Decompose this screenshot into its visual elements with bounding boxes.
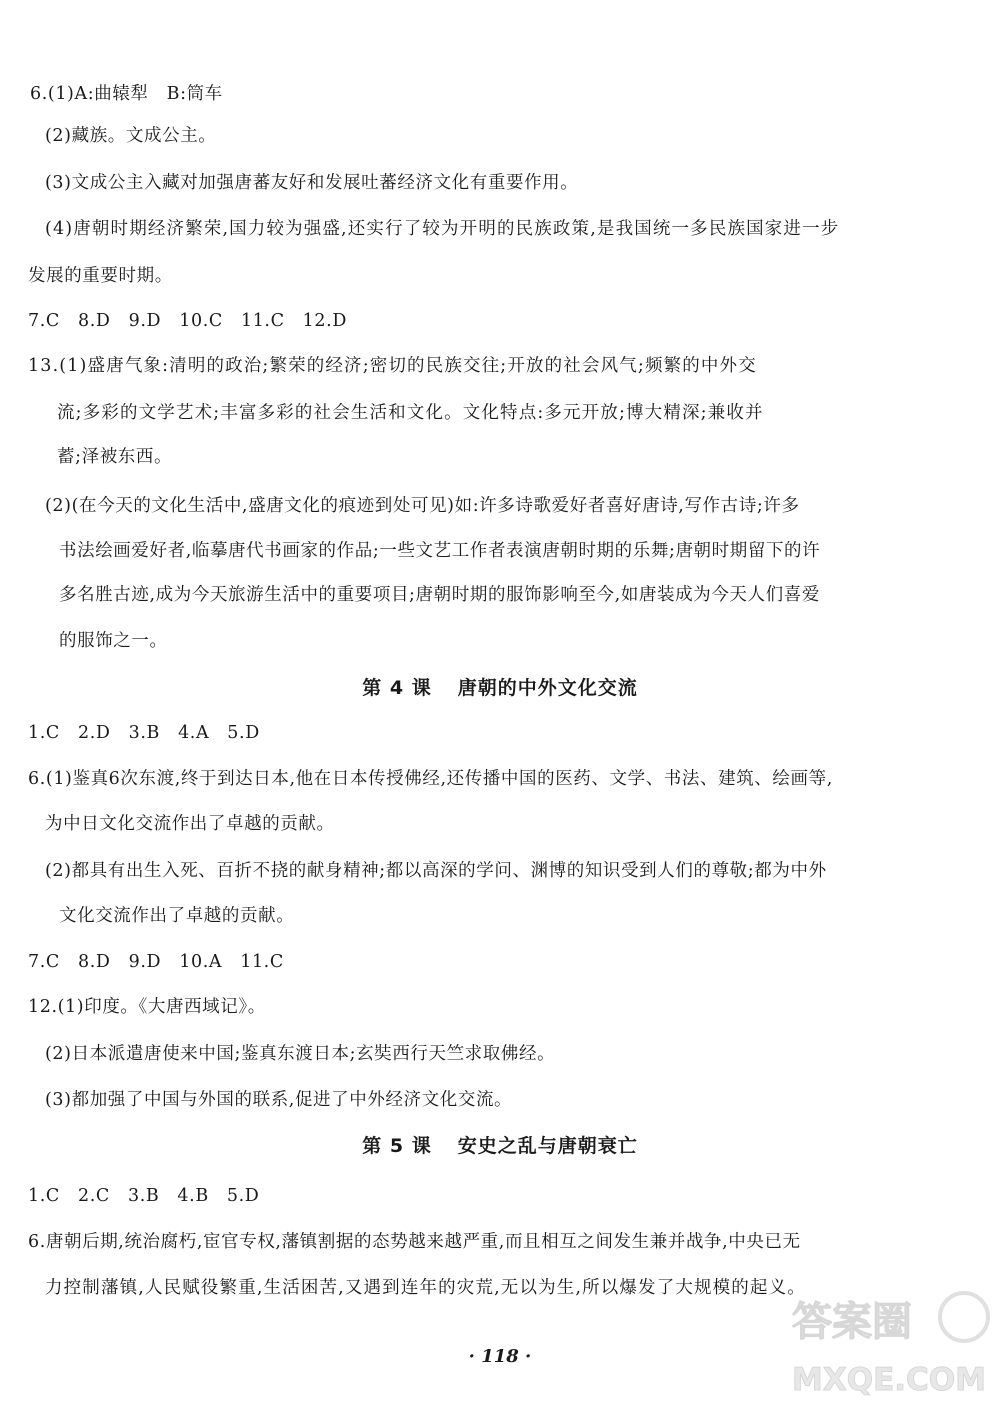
answer-line: (2)藏族。文成公主。: [45, 126, 217, 146]
lesson-heading: 第 5 课 安史之乱与唐朝衰亡: [362, 1135, 638, 1157]
answer-line: (2)都具有出生入死、百折不挠的献身精神;都以高深的学问、渊博的知识受到人们的尊敬;都为中外: [45, 861, 827, 881]
answer-line: 文化交流作出了卓越的贡献。: [59, 906, 295, 926]
answer-line: (2)日本派遣唐使来中国;鉴真东渡日本;玄奘西行天竺求取佛经。: [45, 1044, 556, 1064]
answer-line: 流;多彩的文学艺术;丰富多彩的社会生活和文化。文化特点:多元开放;博大精深;兼收并: [57, 403, 764, 423]
answer-line: 蓄;泽被东西。: [57, 447, 173, 467]
answer-line: (3)文成公主入藏对加强唐蕃友好和发展吐蕃经济文化有重要作用。: [45, 173, 579, 193]
page-number: · 118 ·: [468, 1346, 532, 1367]
watermark-bottom-text: MXQE.COM: [792, 1362, 987, 1398]
answer-line: 13.(1)盛唐气象:清明的政治;繁荣的经济;密切的民族交往;开放的社会风气;频繁的中外交: [28, 356, 757, 376]
answer-line: 1.C 2.D 3.B 4.A 5.D: [28, 723, 260, 743]
answer-line: 12.(1)印度。《大唐西域记》。: [28, 997, 266, 1017]
watermark-top-text: 答案圈: [792, 1299, 912, 1345]
answer-line: (2)(在今天的文化生活中,盛唐文化的痕迹到处可见)如:许多诗歌爱好者喜好唐诗,写作古诗;许多: [45, 496, 800, 516]
answer-line: 6.(1)A:曲辕犁 B:筒车: [30, 84, 223, 104]
lesson-heading: 第 4 课 唐朝的中外文化交流: [362, 677, 638, 699]
answer-line: 6.(1)鉴真6次东渡,终于到达日本,他在日本传授佛经,还传播中国的医药、文学、书法、建筑、绘画等,: [28, 769, 833, 789]
answer-line: 7.C 8.D 9.D 10.A 11.C: [28, 952, 284, 972]
answer-line: 的服饰之一。: [59, 631, 168, 651]
answer-line: 1.C 2.C 3.B 4.B 5.D: [28, 1186, 260, 1206]
answer-line: (4)唐朝时期经济繁荣,国力较为强盛,还实行了较为开明的民族政策,是我国统一多民族国家进一步: [45, 219, 840, 239]
answer-line: 多名胜古迹,成为今天旅游生活中的重要项目;唐朝时期的服饰影响至今,如唐装成为今天人们喜爱: [59, 585, 820, 605]
answer-line: 力控制藩镇,人民赋役繁重,生活困苦,又遇到连年的灾荒,无以为生,所以爆发了大规模的起义。: [45, 1278, 806, 1298]
answer-line: (3)都加强了中国与外国的联系,促进了中外经济文化交流。: [45, 1090, 513, 1110]
answer-line: 7.C 8.D 9.D 10.C 11.C 12.D: [28, 311, 347, 331]
answer-line: 为中日文化交流作出了卓越的贡献。: [45, 814, 335, 834]
answer-line: 6.唐朝后期,统治腐朽,宦官专权,藩镇割据的态势越来越严重,而且相互之间发生兼并战争,中央已无: [28, 1232, 801, 1252]
answer-line: 发展的重要时期。: [28, 266, 173, 286]
watermark-logo: [784, 1285, 994, 1405]
answer-line: 书法绘画爱好者,临摹唐代书画家的作品;一些文艺工作者表演唐朝时期的乐舞;唐朝时期留下的许: [59, 541, 821, 561]
